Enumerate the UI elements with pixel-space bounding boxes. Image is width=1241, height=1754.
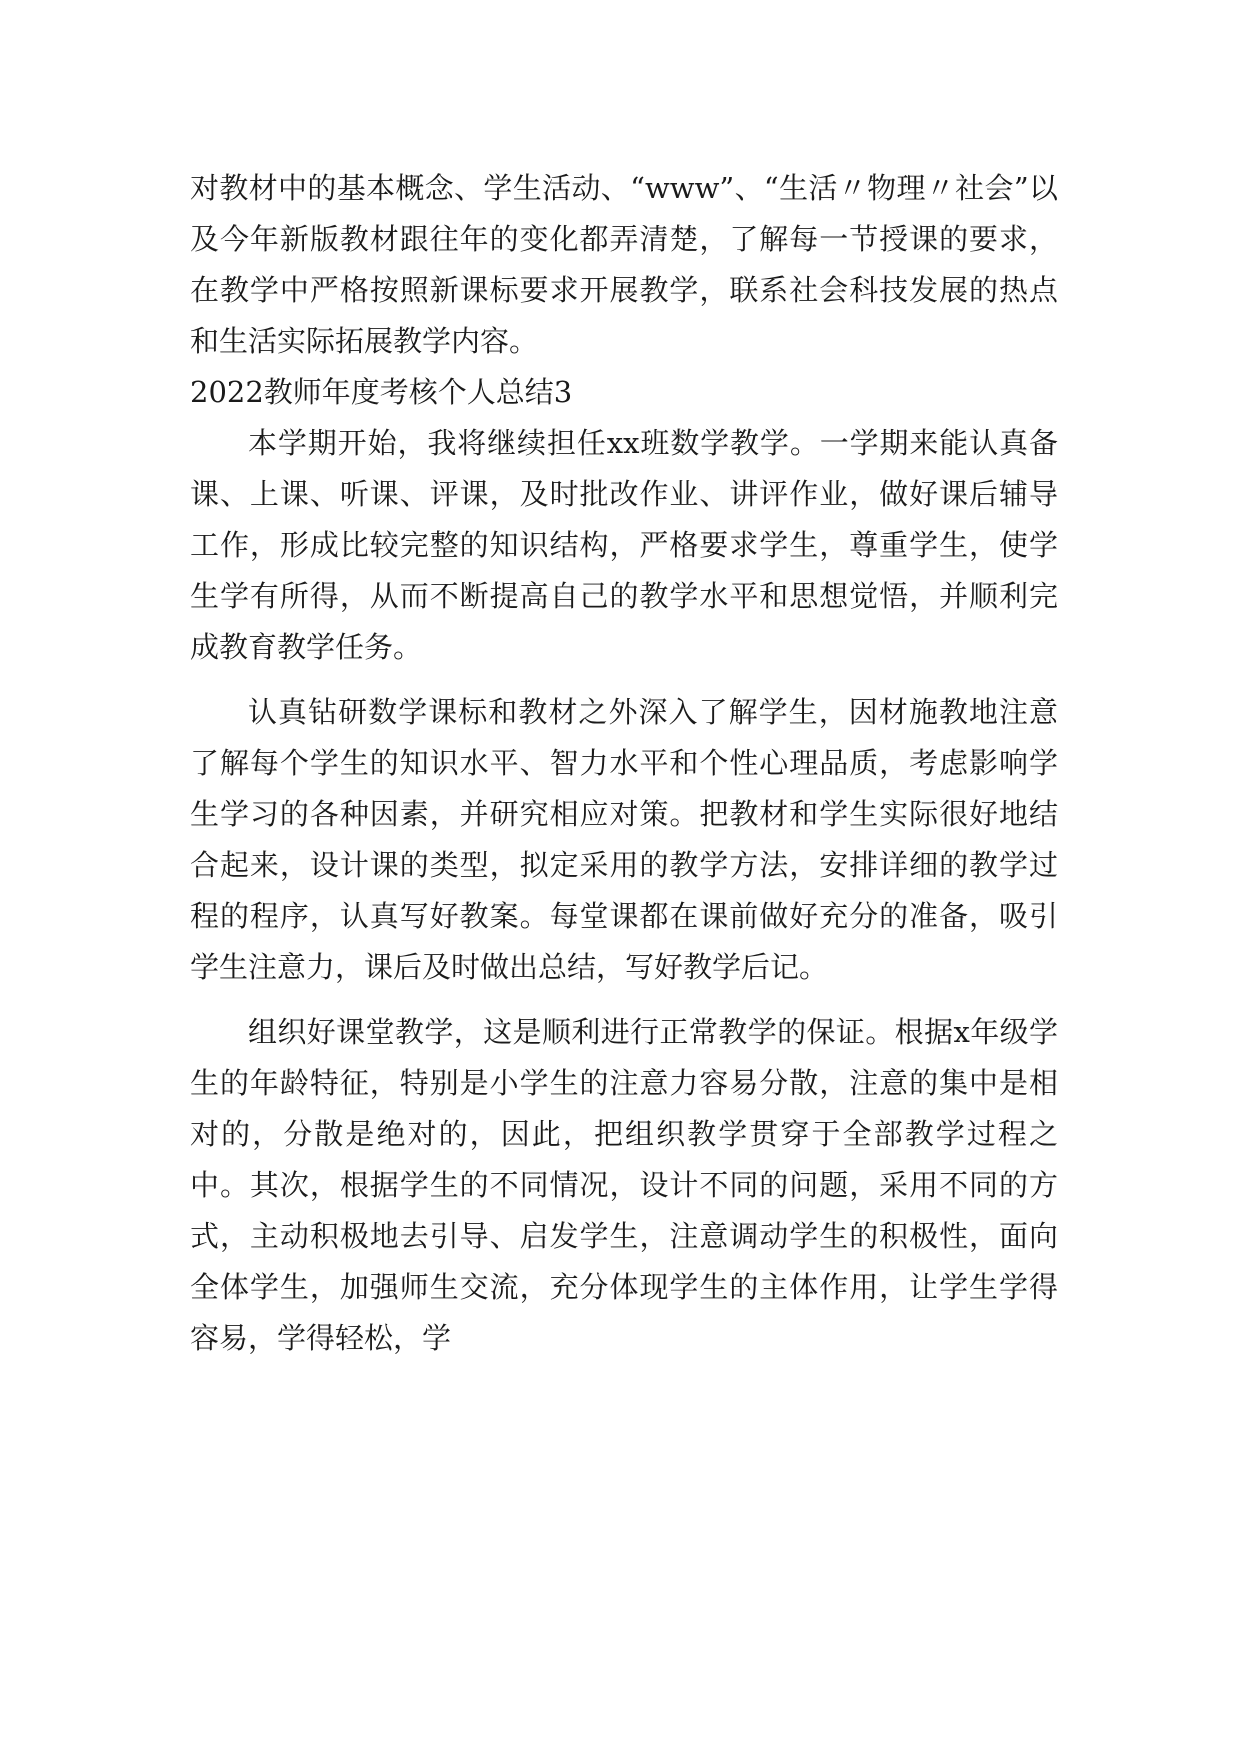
section-heading: 2022教师年度考核个人总结3 — [190, 375, 573, 409]
paragraph-continued: 对教材中的基本概念、学生活动、“www”、“生活〃物理〃社会”以及今年新版教材跟往年的变化都弄清楚，了解每一节授课的要求，在教学中严格按照新课标要求开展教学，联系社会科技发展的热点和生活实际拓展教学内容。 — [190, 171, 1058, 358]
paragraph-2: 认真钻研数学课标和教材之外深入了解学生，因材施教地注意了解每个学生的知识水平、智力水平和个性心理品质，考虑影响学生学习的各种因素，并研究相应对策。把教材和学生实际很好地结合起来，设计课的类型，拟定采用的教学方法，安排详细的教学过程的程序，认真写好教案。每堂课都在课前做好充分的准备，吸引学生注意力，课后及时做出总结，写好教学后记。 — [190, 695, 1058, 984]
paragraph-1: 本学期开始，我将继续担任xx班数学教学。一学期来能认真备课、上课、听课、评课，及时批改作业、讲评作业，做好课后辅导工作，形成比较完整的知识结构，严格要求学生，尊重学生，使学生学有所得，从而不断提高自己的教学水平和思想觉悟，并顺利完成教育教学任务。 — [190, 426, 1058, 664]
document-body — [190, 163, 1058, 1364]
paragraph-spacer — [190, 993, 1058, 1007]
paragraph-spacer — [190, 673, 1058, 687]
paragraph-3: 组织好课堂教学，这是顺利进行正常教学的保证。根据x年级学生的年龄特征，特别是小学生的注意力容易分散，注意的集中是相对的，分散是绝对的，因此，把组织教学贯穿于全部教学过程之中。其次，根据学生的不同情况，设计不同的问题，采用不同的方式，主动积极地去引导、启发学生，注意调动学生的积极性，面向全体学生，加强师生交流，充分体现学生的主体作用，让学生学得容易，学得轻松，学 — [190, 1015, 1058, 1355]
